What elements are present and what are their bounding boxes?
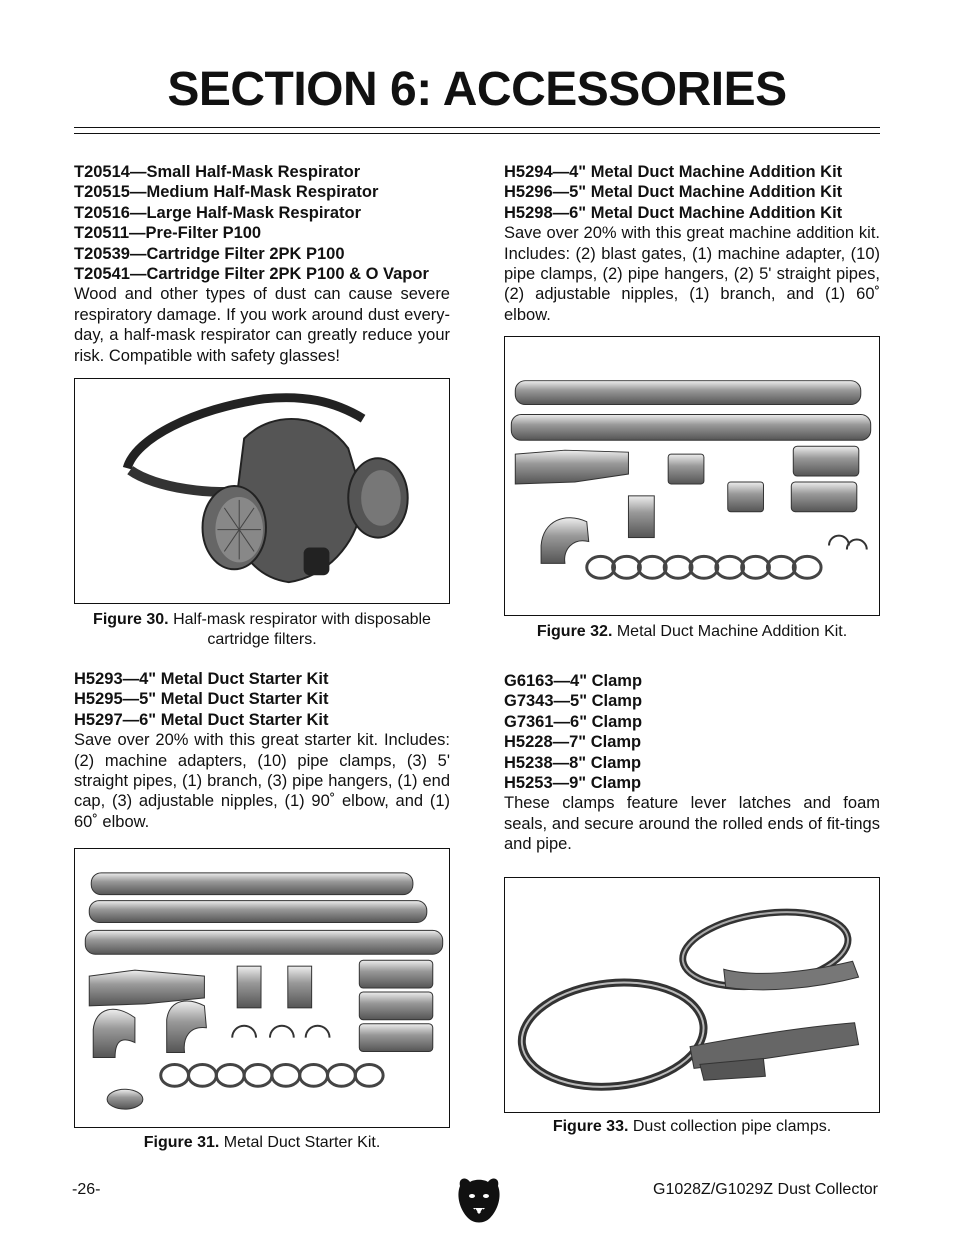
- figure-caption-text: Metal Duct Starter Kit.: [223, 1134, 381, 1151]
- clamps-description: These clamps feature lever latches and foam seals, and secure around the rolled ends of fit-tings and pipe.: [504, 794, 880, 854]
- figure-caption-text: Metal Duct Machine Addition Kit.: [616, 623, 848, 640]
- figure-30-caption: [74, 610, 450, 650]
- figure-32-caption: [504, 622, 880, 642]
- part-number: T20515—Medium Half-Mask Respirator: [74, 183, 379, 202]
- respirator-illustration: [75, 379, 449, 603]
- part-number: T20516—Large Half-Mask Respirator: [74, 203, 362, 222]
- figure-label: Figure 33.: [552, 1118, 629, 1135]
- pipe-clamps-illustration: [505, 878, 879, 1112]
- part-number: T20539—Cartridge Filter 2PK P100: [74, 244, 345, 263]
- figure-caption-text: Half-mask respirator with disposable cartridge filters.: [173, 611, 431, 648]
- figure-caption-text: Dust collection pipe clamps.: [632, 1118, 832, 1135]
- part-number: G7361—6" Clamp: [504, 712, 643, 731]
- part-number: H5293—4" Metal Duct Starter Kit: [74, 670, 329, 688]
- grizzly-bear-logo-icon: [456, 1176, 502, 1224]
- figure-30-image: [74, 378, 450, 604]
- part-number: T20514—Small Half-Mask Respirator: [74, 163, 361, 181]
- part-number: H5297—6" Metal Duct Starter Kit: [74, 710, 329, 729]
- page-number: -26-: [72, 1181, 101, 1198]
- figure-33-caption: [504, 1117, 880, 1137]
- figure-label: Figure 32.: [536, 623, 613, 640]
- starter-kit-section: [74, 669, 450, 832]
- part-number: H5296—5" Metal Duct Machine Addition Kit: [504, 183, 843, 202]
- part-number: H5228—7" Clamp: [504, 733, 642, 752]
- addition-kit-illustration: [505, 337, 879, 615]
- figure-31-image: [74, 848, 450, 1128]
- title-rule-top: [74, 127, 880, 128]
- figure-label: Figure 31.: [143, 1134, 220, 1151]
- addition-kit-section: [504, 162, 880, 325]
- part-number: G6163—4" Clamp: [504, 672, 643, 690]
- figure-label: Figure 30.: [93, 611, 169, 628]
- part-number: T20541—Cartridge Filter 2PK P100 & O Vapor: [74, 265, 429, 284]
- title-rule-bottom: [74, 133, 880, 134]
- respirator-description: Wood and other types of dust can cause severe respiratory damage. If you work around dust every-day, a half-mask respirator can greatly reduce your risk. Compatible with safety glasses!: [74, 285, 450, 365]
- part-number: H5295—5" Metal Duct Starter Kit: [74, 690, 329, 709]
- figure-31-caption: [74, 1133, 450, 1153]
- part-number: H5253—9" Clamp: [504, 774, 642, 793]
- starter-kit-illustration: [75, 849, 449, 1127]
- document-title: G1028Z/G1029Z Dust Collector: [653, 1181, 878, 1198]
- addition-kit-description: Save over 20% with this great machine addition kit. Includes: (2) blast gates, (1) machine adapter, (10) pipe clamps, (2) pipe hangers, (2) 5' straight pipes, (2) adjustable nipples, (1) branch, and (1) 60˚ elbow.: [504, 224, 880, 324]
- part-number: H5238—8" Clamp: [504, 753, 642, 772]
- clamps-section: [504, 671, 880, 855]
- figure-33-image: [504, 877, 880, 1113]
- part-number: G7343—5" Clamp: [504, 692, 643, 711]
- figure-32-image: [504, 336, 880, 616]
- part-number: H5294—4" Metal Duct Machine Addition Kit: [504, 163, 843, 181]
- page-title: SECTION 6: ACCESSORIES: [167, 63, 787, 116]
- respirator-section: [74, 162, 450, 366]
- starter-kit-description: Save over 20% with this great starter kit. Includes: (2) machine adapters, (10) pipe clamps, (3) 5' straight pipes, (1) branch, (3) pipe hangers, (1) end cap, (3) adjustable nipples, (1) 90˚ elbow, and (1) 60˚ elbow.: [74, 731, 450, 831]
- part-number: H5298—6" Metal Duct Machine Addition Kit: [504, 203, 843, 222]
- part-number: T20511—Pre-Filter P100: [74, 224, 262, 243]
